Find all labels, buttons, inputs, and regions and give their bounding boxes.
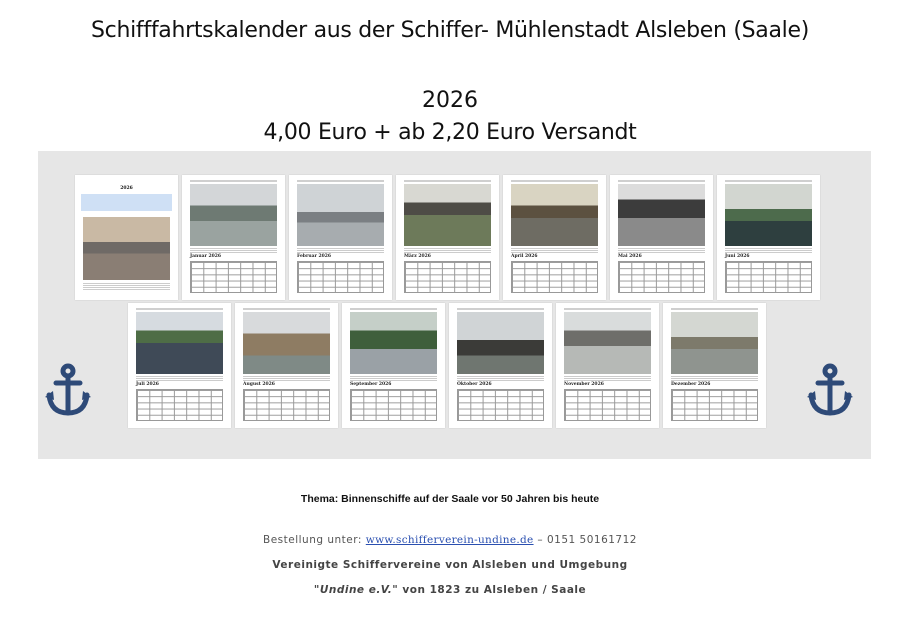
page-header-line	[457, 308, 544, 310]
month-name: März 2026	[404, 254, 431, 259]
month-photo	[243, 312, 330, 374]
undine-name: Undine e.V.	[319, 584, 393, 596]
month-name: August 2026	[243, 382, 275, 387]
month-photo	[564, 312, 651, 374]
calendar-year: 2026	[422, 88, 478, 113]
month-grid	[350, 389, 437, 421]
page-header-line	[297, 180, 384, 182]
month-photo	[404, 184, 491, 246]
calendar-cover-page	[75, 175, 178, 300]
page-header-line	[350, 308, 437, 310]
month-page	[610, 175, 713, 300]
month-grid	[136, 389, 223, 421]
calendar-preview-panel	[38, 151, 871, 459]
month-page	[503, 175, 606, 300]
club-name: Vereinigte Schiffervereine von Alsleben und Umgebung	[272, 559, 628, 571]
undine-line	[0, 584, 900, 596]
month-name: Dezember 2026	[671, 382, 711, 387]
month-name: November 2026	[564, 382, 604, 387]
website-link[interactable]: www.schifferverein-undine.de	[365, 534, 534, 546]
month-grid	[190, 261, 277, 293]
month-page	[342, 303, 445, 428]
month-photo	[457, 312, 544, 374]
month-name: April 2026	[511, 254, 538, 259]
month-page	[182, 175, 285, 300]
month-grid	[564, 389, 651, 421]
cover-photo	[83, 217, 170, 280]
month-photo	[618, 184, 705, 246]
price-line: 4,00 Euro + ab 2,20 Euro Versandt	[263, 120, 637, 145]
anchor-icon	[805, 363, 855, 419]
month-page	[128, 303, 231, 428]
month-name: Februar 2026	[297, 254, 331, 259]
order-line	[0, 534, 900, 546]
month-photo	[671, 312, 758, 374]
cover-year: 2026	[120, 186, 133, 191]
month-grid	[457, 389, 544, 421]
page-header-line	[404, 180, 491, 182]
page-header-line	[190, 180, 277, 182]
month-name: Januar 2026	[190, 254, 221, 259]
month-name: Juni 2026	[725, 254, 750, 259]
anchor-icon	[43, 363, 93, 419]
page-header-line	[511, 180, 598, 182]
month-name: Oktober 2026	[457, 382, 492, 387]
page-header-line	[618, 180, 705, 182]
order-phone: – 0151 50161712	[533, 534, 637, 546]
month-name: September 2026	[350, 382, 392, 387]
page-header-line	[243, 308, 330, 310]
month-grid	[725, 261, 812, 293]
order-prefix: Bestellung unter:	[263, 534, 366, 546]
month-page	[289, 175, 392, 300]
month-grid	[671, 389, 758, 421]
page-header-line	[671, 308, 758, 310]
month-name: Mai 2026	[618, 254, 642, 259]
month-page	[396, 175, 499, 300]
page-header-line	[136, 308, 223, 310]
month-photo	[190, 184, 277, 246]
month-grid	[243, 389, 330, 421]
month-grid	[297, 261, 384, 293]
month-page	[717, 175, 820, 300]
month-page	[235, 303, 338, 428]
month-page	[663, 303, 766, 428]
page-header-line	[564, 308, 651, 310]
month-page	[449, 303, 552, 428]
month-photo	[511, 184, 598, 246]
month-grid	[511, 261, 598, 293]
undine-rest: " von 1823 zu Alsleben / Saale	[392, 584, 587, 596]
month-photo	[136, 312, 223, 374]
month-photo	[350, 312, 437, 374]
month-page	[556, 303, 659, 428]
month-grid	[404, 261, 491, 293]
page-header-line	[725, 180, 812, 182]
page-title: Schifffahrtskalender aus der Schiffer- Mühlenstadt Alsleben (Saale)	[91, 18, 809, 43]
quote-open: "	[313, 584, 320, 596]
cover-caption	[83, 283, 170, 291]
cover-title-banner	[81, 194, 172, 211]
month-name: Juli 2026	[136, 382, 159, 387]
month-photo	[297, 184, 384, 246]
theme-line: Thema: Binnenschiffe auf der Saale vor 50 Jahren bis heute	[300, 493, 600, 505]
month-photo	[725, 184, 812, 246]
month-grid	[618, 261, 705, 293]
